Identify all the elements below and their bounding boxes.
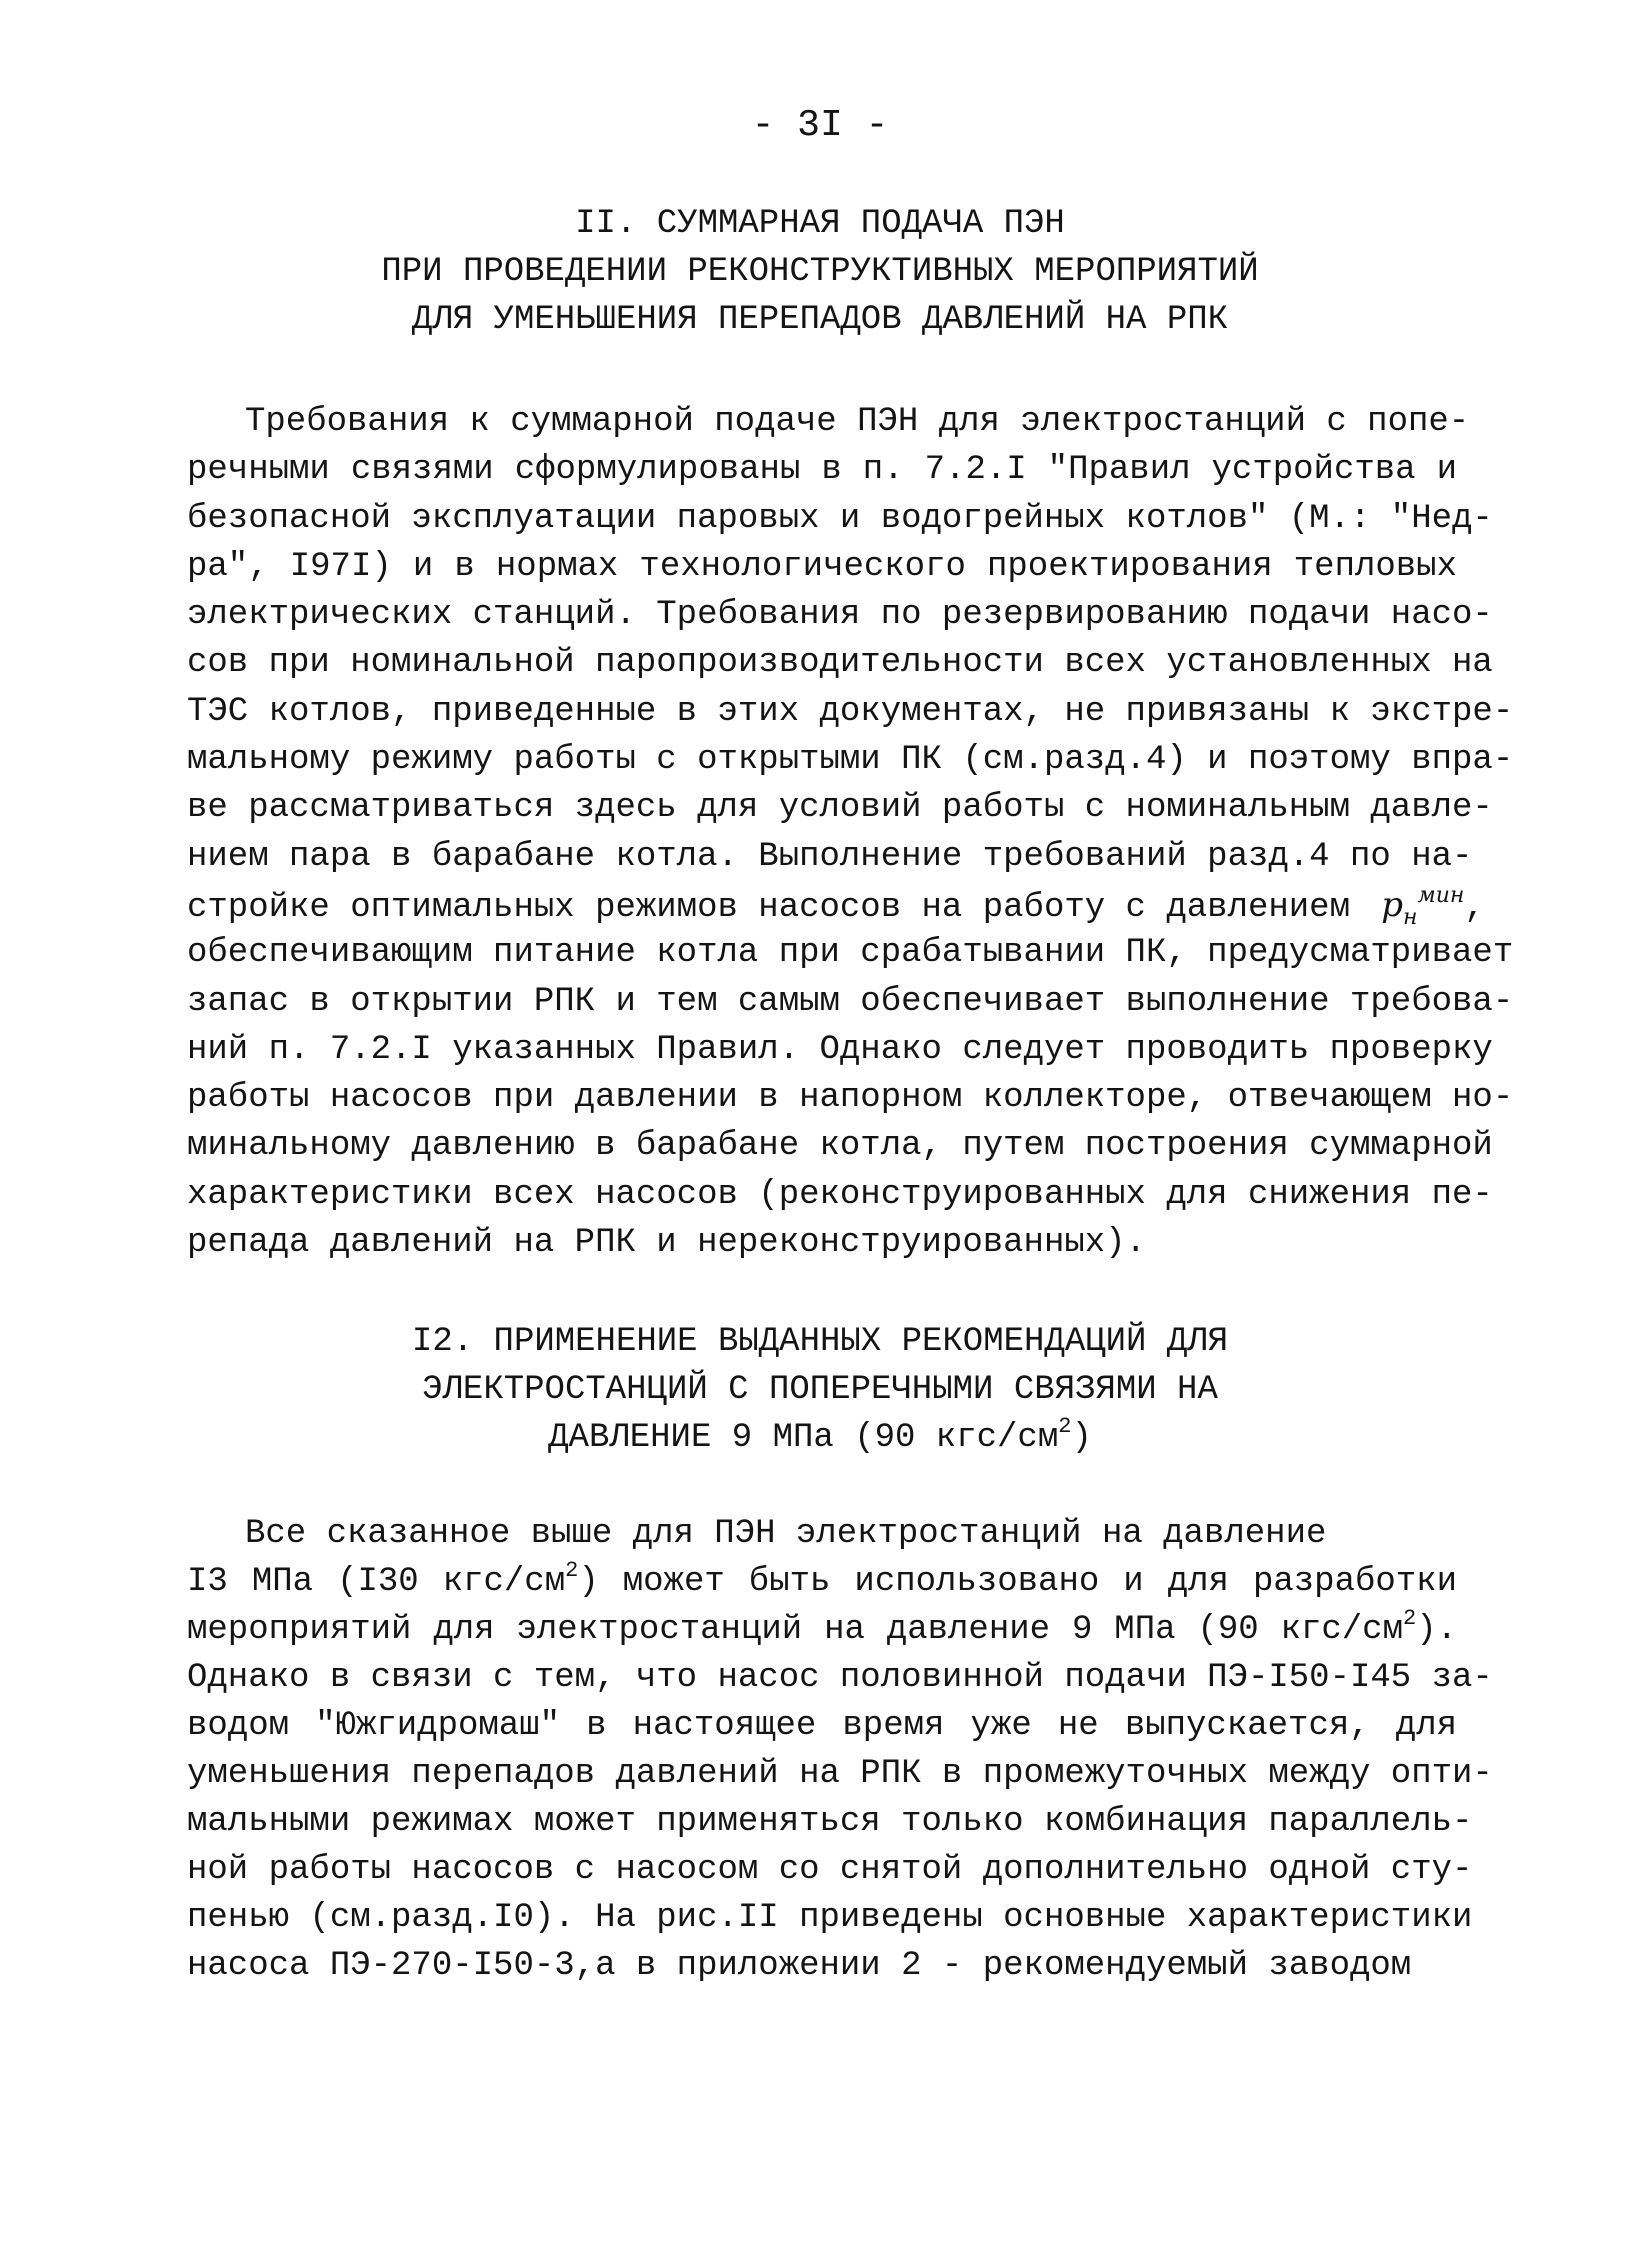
heading-line: ЭЛЕКТРОСТАНЦИЙ С ПОПЕРЕЧНЫМИ СВЯЗЯМИ НА [422, 1371, 1218, 1409]
section-12-heading [0, 1318, 1640, 1462]
text-line: насоса ПЭ-270-I50-3,а в приложении 2 - рекомендуемый заводом [187, 1947, 1412, 1985]
unit-power: 2 [1058, 1413, 1072, 1439]
heading-line-with-unit [0, 1414, 1640, 1462]
text-line: водом "Южгидромаш" в настоящее время уже не выпускается, для [187, 1707, 1457, 1745]
text-line: работы насосов при давлении в напорном коллекторе, отвечающем но- [187, 1079, 1514, 1118]
page-number: - 3I - [751, 104, 889, 147]
text-line: ве рассматриваться здесь для условий работы с номинальным давле- [187, 789, 1493, 828]
text-segment: ) может быть использовано и для разработки [578, 1563, 1457, 1601]
text-line: сов при номинальной паропроизводительности всех установленных на [187, 644, 1493, 683]
text-line: характеристики всех насосов (реконструированных для снижения пе- [187, 1175, 1493, 1214]
text-line: мальному режиму работы с открытыми ПК (см.разд.4) и поэтому впра- [187, 741, 1514, 780]
text-line: уменьшения перепадов давлений на РПК в промежуточных между опти- [187, 1755, 1493, 1793]
text-line: ТЭС котлов, приведенные в этих документах, не привязаны к экстре- [187, 692, 1514, 731]
text-line: речными связями сформулированы в п. 7.2.I "Правил устройства и [187, 451, 1457, 490]
section-11-body [187, 398, 1514, 1267]
text-line: безопасной эксплуатации паровых и водогрейных котлов" (М.: "Нед- [187, 499, 1493, 538]
heading-line: ПРИ ПРОВЕДЕНИИ РЕКОНСТРУКТИВНЫХ МЕРОПРИЯТИЙ [381, 253, 1259, 291]
text-line: Однако в связи с тем, что насос половинной подачи ПЭ-I50-I45 за- [187, 1659, 1493, 1697]
text-line: Все сказанное выше для ПЭН электростанций на давление [245, 1515, 1327, 1553]
text-line-with-unit [187, 1606, 1457, 1654]
heading-line: II. СУММАРНАЯ ПОДАЧА ПЭН [575, 205, 1065, 243]
text-segment: стройке оптимальных режимов насосов на работу с давлением [187, 888, 1350, 927]
heading-line: ДЛЯ УМЕНЬШЕНИЯ ПЕРЕПАДОВ ДАВЛЕНИЙ НА РПК [411, 301, 1229, 339]
text-line: нием пара в барабане котла. Выполнение требований разд.4 по на- [187, 837, 1473, 876]
text-line-with-formula: стройке оптимальных режимов насосов на работу с давлением $р_н^{мин}$, [187, 882, 1485, 930]
text-line: запас в открытии РПК и тем самым обеспечивает выполнение требова- [187, 982, 1514, 1021]
text-line: пенью (см.разд.I0). На рис.II приведены основные характеристики [187, 1899, 1473, 1937]
unit-power: 2 [565, 1557, 579, 1583]
heading-line: I2. ПРИМЕНЕНИЕ ВЫДАННЫХ РЕКОМЕНДАЦИЙ ДЛЯ [411, 1323, 1229, 1361]
text-line: ний п. 7.2.I указанных Правил. Однако следует проводить проверку [187, 1030, 1493, 1069]
section-11-heading [0, 200, 1640, 344]
unit-power: 2 [1402, 1605, 1417, 1631]
text-segment: I3 МПа (I30 кгс/см [187, 1563, 566, 1601]
heading-text-tail: ) [1071, 1419, 1092, 1457]
section-12-body [187, 1510, 1493, 1990]
text-line: мальными режимах может применяться только комбинация параллель- [187, 1803, 1473, 1841]
heading-text: ДАВЛЕНИЕ 9 МПа (90 кгс/см [548, 1419, 1059, 1457]
text-line: ной работы насосов с насосом со снятой дополнительно одной сту- [187, 1851, 1473, 1889]
pressure-formula [1370, 882, 1465, 930]
pressure-subscript: н [1402, 904, 1418, 930]
text-line: Требования к суммарной подаче ПЭН для электростанций с попе- [245, 403, 1470, 441]
text-segment: ). [1416, 1611, 1457, 1649]
text-line: обеспечивающим питание котла при срабатывании ПК, предусматривает [187, 934, 1514, 973]
text-line: электрических станций. Требования по резервированию подачи насо- [187, 596, 1493, 635]
text-line: репада давлений на РПК и нереконструированных). [187, 1224, 1146, 1263]
text-line: ра", I97I) и в нормах технологического проектирования тепловых [187, 547, 1457, 586]
pressure-superscript: мин [1417, 882, 1465, 908]
text-segment: мероприятий для электростанций на давление 9 МПа (90 кгс/см [187, 1611, 1403, 1649]
pressure-symbol: р [1381, 884, 1403, 925]
text-line-with-unit [187, 1558, 1457, 1606]
text-line: минальному давлению в барабане котла, путем построения суммарной [187, 1127, 1493, 1166]
